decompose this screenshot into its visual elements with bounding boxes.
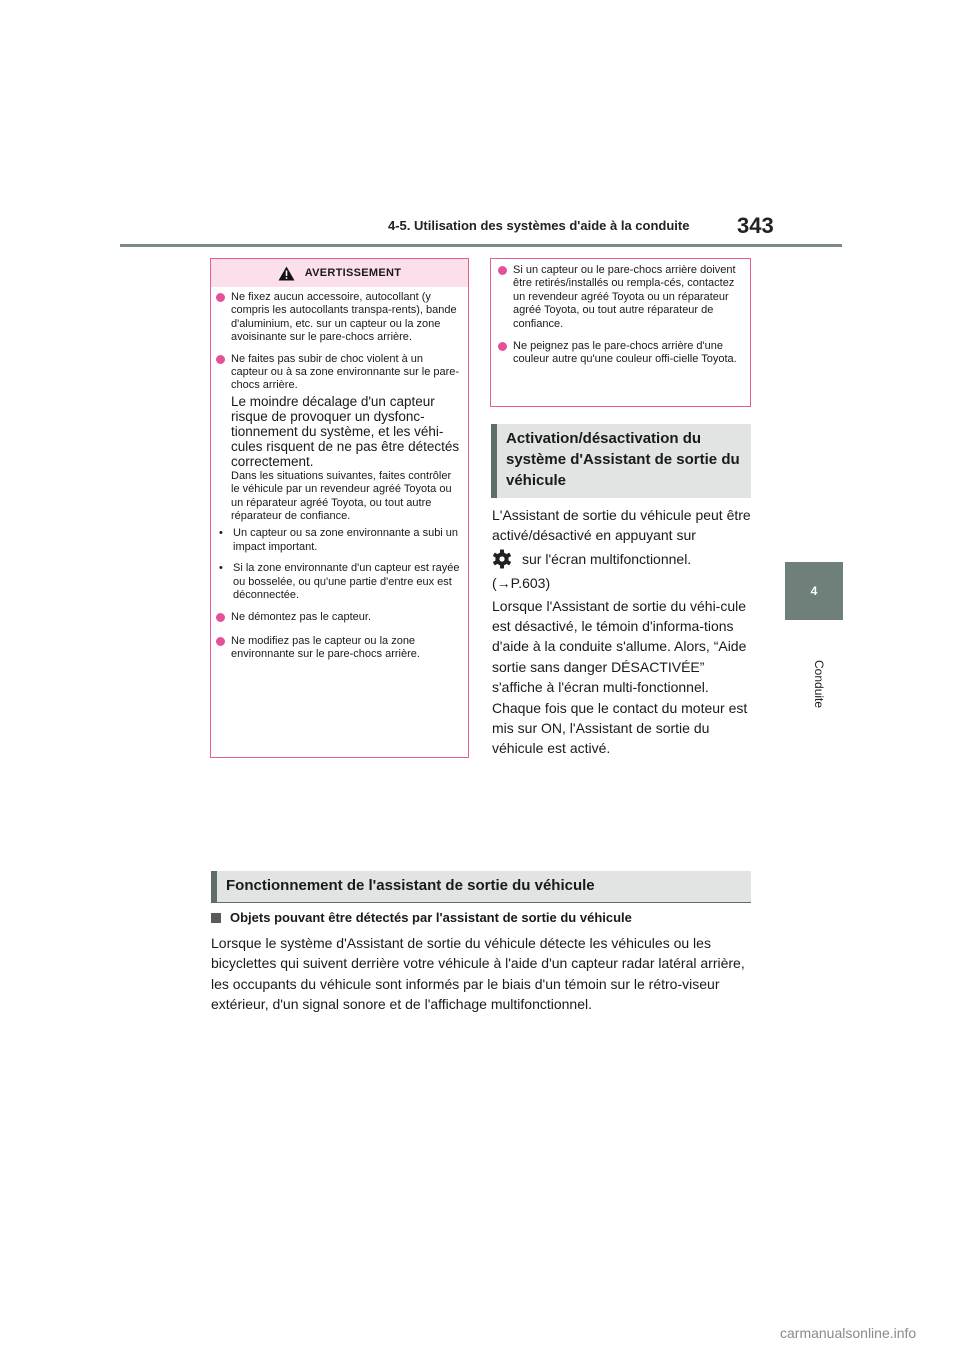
warning-item: Ne fixez aucun accessoire, autocollant (y compris les autocollants transpa-rents), bande d'aluminium, etc. sur un capteur ou la zone avoisinante sur le pare-chocs arrière. (216, 291, 461, 345)
section-divider (211, 902, 751, 903)
gear-icon (492, 549, 512, 569)
warning-title: AVERTISSEMENT (304, 267, 402, 279)
warning-subitem: • Si la zone environnante d'un capteur est rayée ou bosselée, ou qu'une partie d'entre eux est déconnectée. (219, 562, 460, 602)
warning-item: Si un capteur ou le pare-chocs arrière doivent être retirés/installés ou rempla-cés, contactez un revendeur agréé Toyota ou un réparateur agréé Toyota, ou tout autre réparateur de confiance. (498, 264, 742, 331)
warning-header (211, 259, 468, 287)
chapter-tab: 4 (785, 562, 843, 620)
warning-triangle-icon (278, 266, 295, 281)
header-divider (120, 244, 842, 247)
bullet-dot (216, 355, 225, 364)
section-heading-activation: Activation/désactivation du système d'Assistant de sortie du véhicule (491, 424, 751, 498)
page-number: 343 (737, 213, 774, 238)
bullet-dot (216, 613, 225, 622)
bullet-dot (498, 342, 507, 351)
warning-subitem: • Un capteur ou sa zone environnante a subi un impact important. (219, 527, 459, 553)
subheading: Objets pouvant être détectés par l'assistant de sortie du véhicule (211, 910, 632, 925)
chapter-label: Conduite (812, 660, 826, 709)
paragraph: Lorsque l'Assistant de sortie du véhi-cule est désactivé, le témoin d'informa-tions d'aide à la conduite s'allume. Alors, “Aide sortie sans danger DÉSACTIVÉE” s'affiche à l'écran multi-fonctionnel. Chaque fois que le contact du moteur est mis sur ON, l'Assistant de sortie du véhicule est activé. (492, 597, 748, 757)
watermark: carmanualsonline.info (780, 1325, 917, 1341)
operation-text: Lorsque le système d'Assistant de sortie du véhicule détecte les véhicules ou les bicyclettes qui suivent derrière votre véhicule à l'aide d'un capteur radar latéral arrière, les occupants du véhicule sont informés par le biais d'un témoin sur le rétro-viseur extérieur, d'un signal sonore et de l'affichage multifonctionnel. (211, 935, 745, 1013)
bullet-dot (216, 293, 225, 302)
paragraph: L'Assistant de sortie du véhicule peut être activé/désactivé en appuyant sur (492, 507, 751, 544)
section-heading-operation: Fonctionnement de l'assistant de sortie du véhicule (211, 871, 751, 902)
activation-text (492, 505, 754, 759)
warning-box (210, 258, 469, 758)
warning-item: Ne démontez pas le capteur. (216, 611, 461, 624)
bullet-dot (498, 266, 507, 275)
warning-item: Ne faites pas subir de choc violent à un capteur ou à sa zone environnante sur le pare-chocs arrière. Le moindre décalage d'un capteur risque de provoquer un dysfonc-tionnement du système, et les véhi-cules risquent de ne pas être détectés correctement. Dans les situations suivantes, faites contrôler le véhicule par un revendeur agréé Toyota ou un réparateur agréé Toyota, ou tout autre réparateur de confiance. (216, 353, 461, 524)
page-reference: (→P.603) (492, 575, 551, 592)
warning-box-continued (490, 258, 751, 407)
warning-item: Ne peignez pas le pare-chocs arrière d'une couleur autre qu'une couleur offi-cielle Toyota. (498, 340, 742, 367)
square-bullet-icon (211, 913, 221, 923)
warning-emphasis: Le moindre décalage d'un capteur risque de provoquer un dysfonc-tionnement du système, et les véhi-cules risquent de ne pas être détectés correctement. (231, 393, 460, 469)
gear-text: sur l'écran multifonctionnel. (522, 550, 692, 567)
gear-line (492, 549, 754, 569)
bullet-dot (216, 637, 225, 646)
warning-note: Dans les situations suivantes, faites contrôler le véhicule par un revendeur agréé Toyota ou un réparateur agréé Toyota, ou tout autre réparateur de confiance. (231, 469, 452, 523)
section-title: 4-5. Utilisation des systèmes d'aide à la conduite (388, 218, 690, 233)
warning-item: Ne modifiez pas le capteur ou la zone environnante sur le pare-chocs arrière. (216, 635, 461, 662)
